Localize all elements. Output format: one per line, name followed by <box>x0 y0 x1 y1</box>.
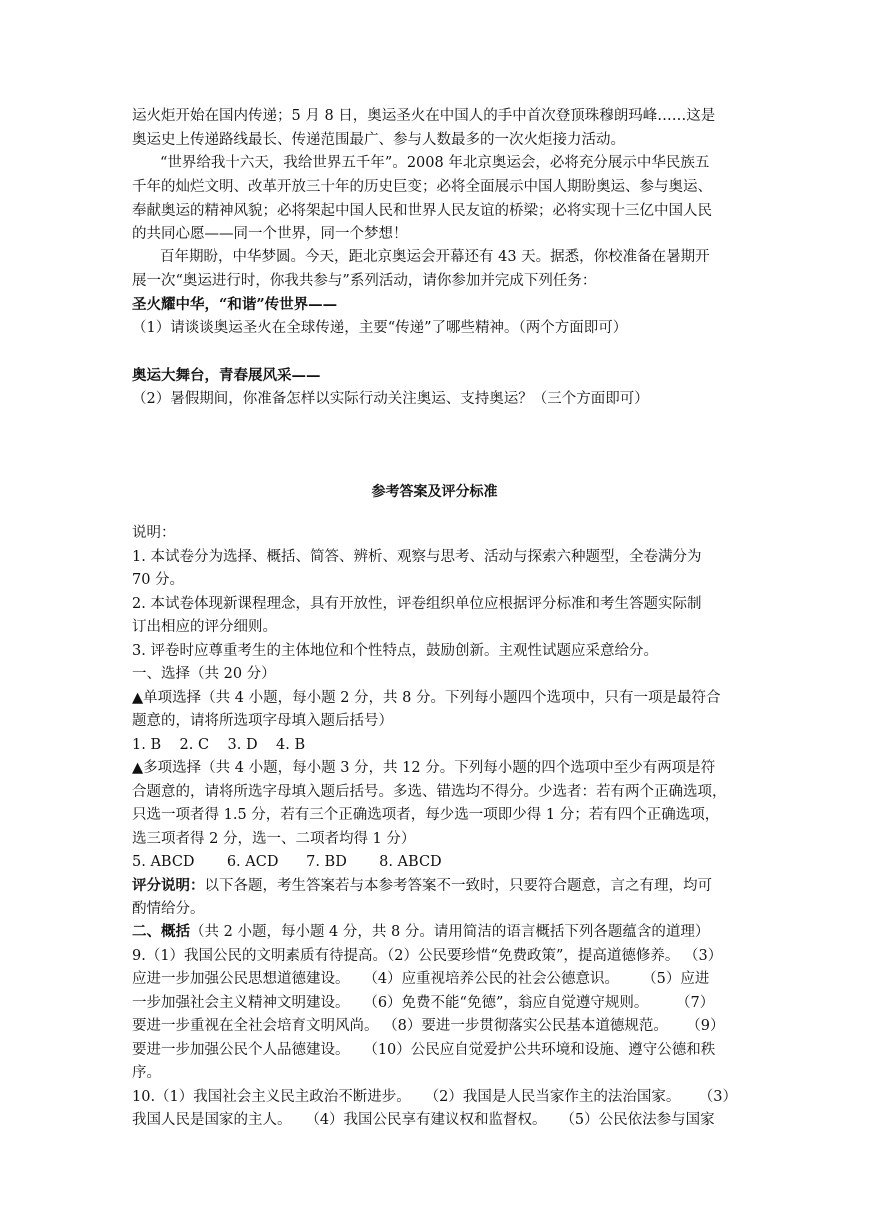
instruction-line: 合题意的，请将所选字母填入题后括号。多选、错选均不得分。少选者：若有两个正确选项， <box>132 784 727 800</box>
section-heading: 奥运大舞台，青春展风采—— <box>132 367 321 384</box>
paragraph-line: “世界给我十六天，我给世界五千年”。2008 年北京奥运会，必将充分展示中华民族五 <box>160 155 710 171</box>
answer-line: 序。 <box>132 1065 161 1081</box>
paragraph-line: 百年期盼，中华梦圆。今天，距北京奥运会开幕还有 43 天。据悉，你校准备在暑期开 <box>160 249 710 265</box>
instruction-line: ▲单项选择（共 4 小题，每小题 2 分，共 8 分。下列每小题四个选项中，只有一项是最符合 <box>132 690 721 706</box>
question-line: （1）请谈谈奥运圣火在全球传递，主要“传递”了哪些精神。（两个方面即可） <box>132 320 628 336</box>
section-heading: 圣火耀中华，“和谐”传世界—— <box>132 296 338 313</box>
note-line: 2. 本试卷体现新课程理念，具有开放性，评卷组织单位应根据评分标准和考生答题实际制 <box>132 596 702 612</box>
answer-line: 要进一步重视在全社会培育文明风尚。 （8）要进一步贯彻落实公民基本道德规范。 （9） <box>132 1018 725 1034</box>
note-line: 70 分。 <box>132 572 185 588</box>
note-line: 订出相应的评分细则。 <box>132 619 277 635</box>
answer-line: 一步加强社会主义精神文明建设。 （6）免费不能“免德”，翁应自觉遵守规则。 （7） <box>132 995 715 1011</box>
paragraph-line: 千年的灿烂文明、改革开放三十年的历史巨变；必将全面展示中国人期盼奥运、参与奥运、 <box>132 179 712 195</box>
section-title: 一、选择（共 20 分） <box>132 666 276 682</box>
answer-line: 我国人民是国家的主人。 （4）我国公民享有建议权和监督权。 （5）公民依法参与国家 <box>132 1112 715 1128</box>
paragraph-line: 的共同心愿——同一个世界，同一个梦想！ <box>132 226 408 242</box>
answer-line: 应进一步加强公民思想道德建设。 （4）应重视培养公民的社会公德意识。 （5）应进 <box>132 971 710 987</box>
section-instruction: （共 2 小题，每小题 4 分，共 8 分。请用简洁的语言概括下列各题蕴含的道理） <box>190 924 710 940</box>
answer-line: 10.（1）我国社会主义民主政治不断进步。 （2）我国是人民当家作主的法治国家。 （3） <box>132 1089 737 1105</box>
paragraph-line: 奉献奥运的精神风貌；必将架起中国人民和世界人民友谊的桥梁；必将实现十三亿中国人民 <box>132 203 712 219</box>
scoring-note: 酌情给分。 <box>132 901 205 917</box>
answer-line: 9.（1）我国公民的文明素质有待提高。（2）公民要珍惜“免费政策”，提高道德修养。 （3） <box>132 948 723 964</box>
scoring-label: 评分说明： <box>132 877 205 894</box>
answers-title: 参考答案及评分标准 <box>371 484 498 500</box>
instruction-line: 选三项者得 2 分，选一、二项者均得 1 分） <box>132 831 416 847</box>
note-line: 3. 评卷时应尊重考生的主体地位和个性特点，鼓励创新。主观性试题应采意给分。 <box>132 643 658 659</box>
note-line: 1. 本试卷分为选择、概括、简答、辨析、观察与思考、活动与探索六种题型，全卷满分为 <box>132 549 702 565</box>
answer-line: 1. B 2. C 3. D 4. B <box>132 737 306 753</box>
answer-line: 要进一步加强公民个人品德建设。 （10）公民应自觉爱护公共环境和设施、遵守公德和秩 <box>132 1042 716 1058</box>
scoring-text: 以下各题，考生答案若与本参考答案不一致时，只要符合题意，言之有理，均可 <box>204 878 712 894</box>
answer-line: 5. ABCD 6. ACD 7. BD 8. ABCD <box>132 854 442 870</box>
note-label: 说明： <box>132 525 176 541</box>
paragraph-line: 展一次“奥运进行时，你我共参与”系列活动，请你参加并完成下列任务： <box>132 273 597 289</box>
question-line: （2）暑假期间，你准备怎样以实际行动关注奥运、支持奥运？（三个方面即可） <box>132 391 649 407</box>
instruction-line: 只选一项者得 1.5 分，若有三个正确选项者，每少选一项即少得 1 分；若有四个正确选项， <box>132 807 720 823</box>
instruction-line: ▲多项选择（共 4 小题，每小题 3 分，共 12 分。下列每小题的四个选项中至少有两项是符 <box>132 760 716 776</box>
paragraph-line: 奥运史上传递路线最长、传递范围最广、参与人数最多的一次火炬接力活动。 <box>132 132 625 148</box>
paragraph-line: 运火炬开始在国内传递；5 月 8 日，奥运圣火在中国人的手中首次登顶珠穆朗玛峰……这是 <box>132 108 716 124</box>
section-title <box>132 922 709 942</box>
scoring-note <box>132 876 712 896</box>
section-label: 二、概括 <box>132 923 190 940</box>
instruction-line: 题意的，请将所选项字母填入题后括号） <box>132 713 393 729</box>
